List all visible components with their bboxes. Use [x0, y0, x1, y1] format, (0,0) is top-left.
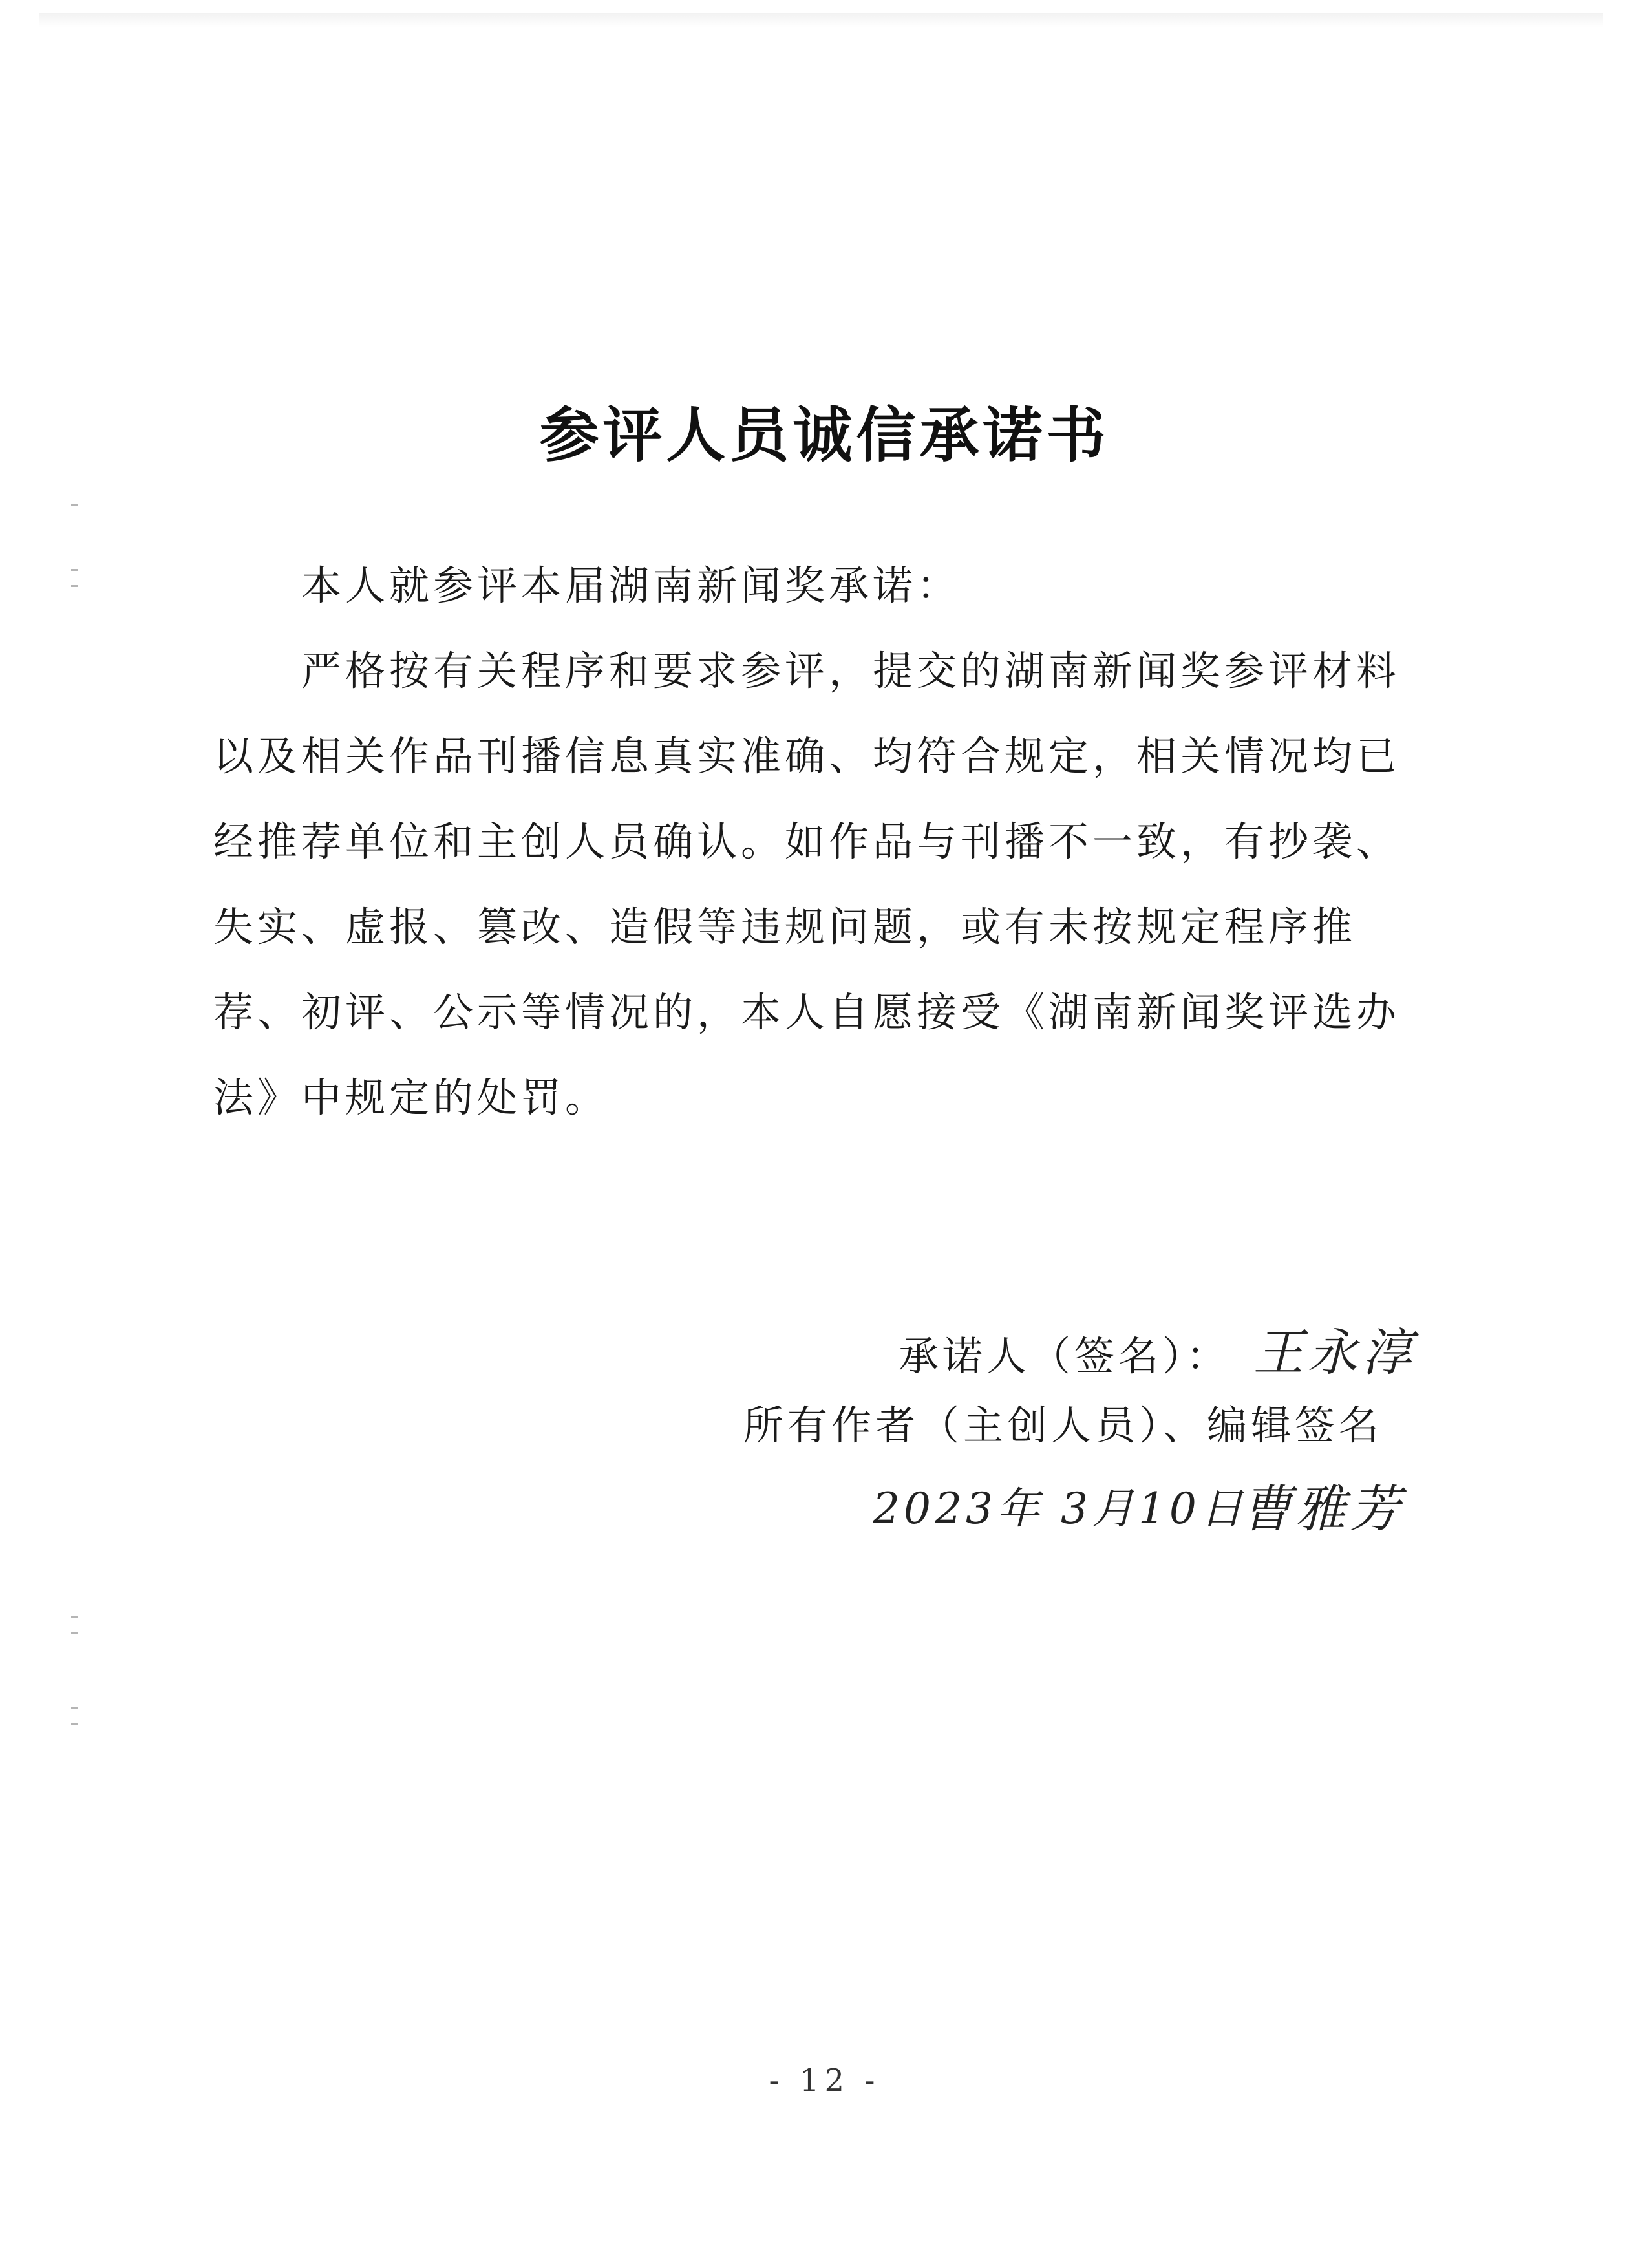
- editor-signature: 曹雅芳: [1241, 1481, 1405, 1539]
- margin-mark: [71, 1616, 78, 1618]
- promisor-label: 承诺人（签名）：: [899, 1332, 1231, 1380]
- margin-mark: [71, 569, 78, 571]
- document-title: 参评人员诚信承诺书: [539, 401, 1110, 470]
- margin-mark: [71, 1707, 78, 1709]
- margin-mark: [71, 1632, 78, 1634]
- margin-mark: [71, 585, 78, 587]
- document-body: [213, 543, 1435, 1140]
- promisor-line: [899, 1312, 1416, 1385]
- scan-edge-shadow: [39, 13, 1603, 27]
- commitment-paragraph: 严格按有关程序和要求参评，提交的湖南新闻奖参评材料以及相关作品刊播信息真实准确、均符合规定，相关情况均已经推荐单位和主创人员确认。如作品与刊播不一致，有抄袭、失实、虚报、篡改、造假等违规问题，或有未按规定程序推荐、初评、公示等情况的，本人自愿接受《湖南新闻奖评选办法》中规定的处罚。: [213, 647, 1401, 1121]
- authors-label: 所有作者（主创人员）、编辑签名: [743, 1402, 1383, 1449]
- margin-mark: [71, 504, 78, 506]
- margin-mark: [71, 1723, 78, 1725]
- promisor-signature: 王永淳: [1253, 1324, 1416, 1382]
- page-number: - 12 -: [769, 2062, 880, 2099]
- signature-date: 2023年 3月10日: [873, 1484, 1247, 1534]
- signature-block: [743, 1300, 1519, 1571]
- intro-paragraph: 本人就参评本届湖南新闻奖承诺：: [301, 562, 961, 609]
